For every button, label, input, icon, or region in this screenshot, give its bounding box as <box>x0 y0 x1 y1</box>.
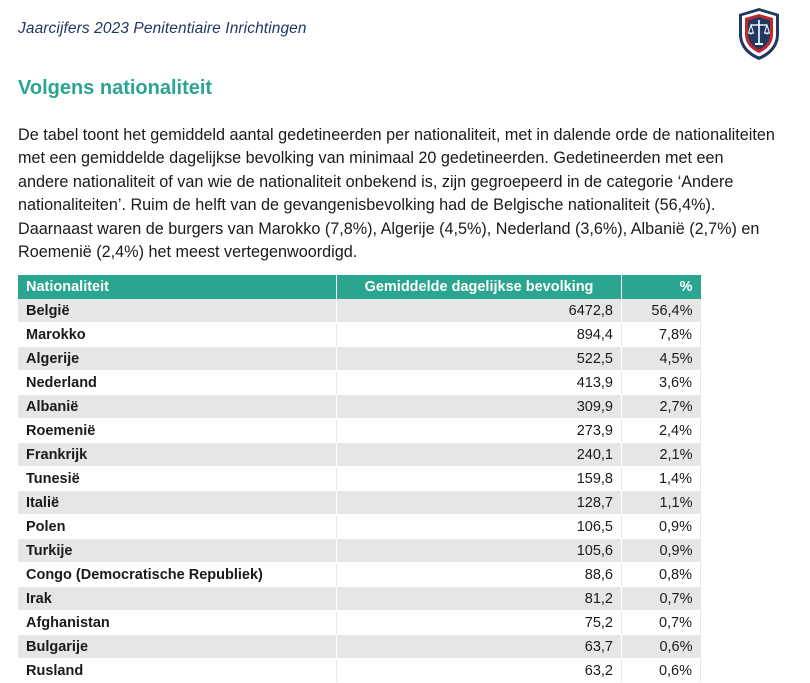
nationality-cell: Italië <box>18 491 337 515</box>
nationality-table <box>18 275 701 683</box>
nationality-cell: Algerije <box>18 347 337 371</box>
percentage-cell: 4,5% <box>622 347 701 371</box>
population-cell: 81,2 <box>337 587 622 611</box>
percentage-cell: 0,7% <box>622 587 701 611</box>
table-row <box>18 539 701 563</box>
percentage-cell: 0,6% <box>622 659 701 683</box>
table-header-row <box>18 275 701 299</box>
population-cell: 159,8 <box>337 467 622 491</box>
table-row <box>18 419 701 443</box>
document-header-title: Jaarcijfers 2023 Penitentiaire Inrichtingen <box>18 20 307 37</box>
population-cell: 522,5 <box>337 347 622 371</box>
population-cell: 309,9 <box>337 395 622 419</box>
nationality-cell: Tunesië <box>18 467 337 491</box>
percentage-cell: 3,6% <box>622 371 701 395</box>
nationality-cell: Irak <box>18 587 337 611</box>
population-cell: 273,9 <box>337 419 622 443</box>
population-cell: 128,7 <box>337 491 622 515</box>
percentage-cell: 2,1% <box>622 443 701 467</box>
population-cell: 63,7 <box>337 635 622 659</box>
column-header-population: Gemiddelde dagelijkse bevolking <box>337 275 622 299</box>
intro-paragraph: De tabel toont het gemiddeld aantal gedetineerden per nationaliteit, met in dalende orde de nationaliteiten met een gemiddelde dagelijkse bevolking van minimaal 20 gedetineerden. Gedetineerden met een andere nationaliteit of van wie de nationaliteit onbekend is, zijn gegroepeerd in de categorie ‘Andere nationaliteiten’. Ruim de helft van de gevangenisbevolking had de Belgische nationaliteit (56,4%). Daarnaast waren de burgers van Marokko (7,8%), Algerije (4,5%), Nederland (3,6%), Albanië (2,7%) en Roemenië (2,4%) het meest vertegenwoordigd. <box>18 126 775 262</box>
percentage-cell: 0,8% <box>622 563 701 587</box>
percentage-cell: 1,1% <box>622 491 701 515</box>
nationality-cell: Afghanistan <box>18 611 337 635</box>
nationality-cell: Albanië <box>18 395 337 419</box>
nationality-cell: Bulgarije <box>18 635 337 659</box>
population-cell: 894,4 <box>337 323 622 347</box>
percentage-cell: 0,6% <box>622 635 701 659</box>
population-cell: 413,9 <box>337 371 622 395</box>
table-row <box>18 515 701 539</box>
population-cell: 6472,8 <box>337 299 622 323</box>
population-cell: 75,2 <box>337 611 622 635</box>
population-cell: 240,1 <box>337 443 622 467</box>
population-cell: 105,6 <box>337 539 622 563</box>
justice-scales-shield-icon <box>736 6 782 62</box>
table-row <box>18 467 701 491</box>
percentage-cell: 7,8% <box>622 323 701 347</box>
nationality-cell: Marokko <box>18 323 337 347</box>
table-row <box>18 323 701 347</box>
table-row <box>18 659 701 683</box>
percentage-cell: 1,4% <box>622 467 701 491</box>
table-row <box>18 491 701 515</box>
section-title: Volgens nationaliteit <box>18 77 213 99</box>
table-row <box>18 587 701 611</box>
percentage-cell: 56,4% <box>622 299 701 323</box>
nationality-cell: Frankrijk <box>18 443 337 467</box>
percentage-cell: 2,7% <box>622 395 701 419</box>
percentage-cell: 0,9% <box>622 539 701 563</box>
table-row <box>18 395 701 419</box>
nationality-cell: Roemenië <box>18 419 337 443</box>
population-cell: 88,6 <box>337 563 622 587</box>
table-row <box>18 443 701 467</box>
percentage-cell: 0,9% <box>622 515 701 539</box>
table-row <box>18 611 701 635</box>
table-row <box>18 563 701 587</box>
population-cell: 63,2 <box>337 659 622 683</box>
nationality-cell: Congo (Democratische Republiek) <box>18 563 337 587</box>
percentage-cell: 2,4% <box>622 419 701 443</box>
column-header-nationality: Nationaliteit <box>18 275 337 299</box>
table-row <box>18 635 701 659</box>
table-row <box>18 299 701 323</box>
population-cell: 106,5 <box>337 515 622 539</box>
nationality-cell: België <box>18 299 337 323</box>
table-row <box>18 371 701 395</box>
nationality-cell: Polen <box>18 515 337 539</box>
column-header-percentage: % <box>622 275 701 299</box>
table-row <box>18 347 701 371</box>
nationality-cell: Nederland <box>18 371 337 395</box>
nationality-cell: Turkije <box>18 539 337 563</box>
percentage-cell: 0,7% <box>622 611 701 635</box>
nationality-cell: Rusland <box>18 659 337 683</box>
